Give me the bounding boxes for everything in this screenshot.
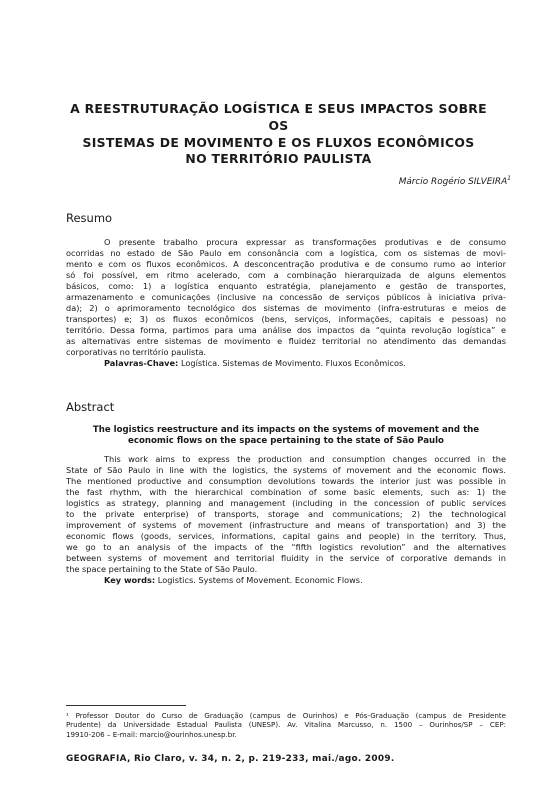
- resumo-line: O presente trabalho procura expressar as transformações produtivas e de consumo: [104, 237, 506, 247]
- resumo-heading: Resumo: [66, 211, 113, 225]
- keywords-label: Palavras-Chave:: [104, 358, 179, 368]
- footnote-divider: [66, 705, 186, 706]
- abstract-title: [66, 425, 506, 447]
- author-line: [399, 175, 511, 187]
- title-line: A REESTRUTURAÇÃO LOGÍSTICA E SEUS IMPACTOS SOBRE OS: [70, 101, 487, 133]
- abstract-line: This work aims to express the production and consumption changes occurred in the: [104, 454, 506, 464]
- footnote-line: Prudente) da Universidade Estadual Paulista (UNESP). Av. Vitalina Marcusso, n. 1500 – Ourinhos/SP – CEP:: [66, 720, 506, 730]
- keywords-label: Key words:: [104, 575, 156, 585]
- resumo-line: mento e com os fluxos econômicos. A desconcentração produtiva e de consumo rumo ao interior: [66, 258, 506, 269]
- author-name: Márcio Rogério SILVEIRA: [398, 176, 508, 187]
- resumo-line: ocorridas no estado de São Paulo em consonância com a logística, com os sistemas de movi-: [66, 247, 506, 258]
- footnote-line: 19910-206 – E-mail: marcio@ourinhos.unesp.br.: [66, 729, 237, 739]
- resumo-keywords: [104, 358, 406, 368]
- title-line: SISTEMAS DE MOVIMENTO E OS FLUXOS ECONÔMICOS: [82, 134, 475, 150]
- keywords-text: Logistics. Systems of Movement. Economic Flows.: [157, 575, 363, 585]
- footnote: [66, 711, 506, 739]
- abstract-line: to the private enterprise) of transports, storage and communications; 2) the technological: [66, 508, 506, 519]
- abstract-line: The mentioned productive and consumption devolutions towards the interior just was possible in: [66, 475, 506, 486]
- abstract-title-line: economic flows on the space pertaining to the state of São Paulo: [128, 436, 444, 447]
- abstract-line: we go to an analysis of the impacts of the “fifth logistics revolution” and the alternatives: [66, 541, 506, 552]
- resumo-line: transportes) e; 3) os fluxos econômicos (bens, serviços, informações, capitais e pessoas) no: [66, 313, 506, 324]
- abstract-title-line: The logistics reestructure and its impacts on the systems of movement and the: [92, 425, 480, 435]
- article-title: [60, 101, 497, 168]
- abstract-line: improvement of systems of movement (infrastructure and means of transportation) and 3) the: [66, 519, 506, 530]
- abstract-keywords: [104, 575, 363, 585]
- resumo-line: território. Dessa forma, partimos para uma análise dos impactos da “quinta revolução logística” e: [66, 324, 506, 335]
- resumo-line: corporativas no território paulista.: [66, 346, 207, 357]
- author-footnote-mark: 1: [507, 175, 511, 182]
- abstract-line: the space pertaining to the State of São Paulo.: [66, 563, 258, 574]
- abstract-line: economic flows (goods, services, informations, capital gains and people) in the territory. Thus,: [66, 530, 506, 541]
- title-line: NO TERRITÓRIO PAULISTA: [185, 151, 372, 167]
- footnote-line: ¹ Professor Doutor do Curso de Graduação (campus de Ourinhos) e Pós-Graduação (campus de Presidente: [66, 711, 506, 720]
- resumo-line: da); 2) o aprimoramento tecnológico dos sistemas de movimento (infra-estruturas e meios de: [66, 302, 506, 313]
- abstract-line: logistics as strategy, planning and management (including in the concession of public services: [66, 497, 506, 508]
- abstract-line: the fast rhythm, with the hierarchical combination of some basic elements, such as: 1) the: [66, 486, 506, 497]
- abstract-heading: Abstract: [66, 400, 115, 414]
- keywords-text: Logística. Sistemas de Movimento. Fluxos Econômicos.: [180, 358, 406, 368]
- abstract-paragraph: [66, 454, 506, 574]
- resumo-line: armazenamento e comunicações (inclusive na concessão de serviços públicos à iniciativa priva-: [66, 291, 506, 302]
- abstract-line: State of São Paulo in line with the logistics, the systems of movement and the economic flows.: [66, 464, 506, 475]
- resumo-line: as alternativas entre sistemas de movimento e fluidez territorial no atendimento das demandas: [66, 335, 506, 346]
- resumo-line: básicos, como: 1) a logística enquanto estratégia, planejamento e gestão de transportes,: [66, 280, 506, 291]
- resumo-line: só foi possível, em ritmo acelerado, com a combinação hierarquizada de alguns elementos: [66, 269, 506, 280]
- journal-citation: GEOGRAFIA, Rio Claro, v. 34, n. 2, p. 219-233, mai./ago. 2009.: [66, 754, 395, 764]
- abstract-line: between systems of movement and territorial fluidity in the service of corporative demands in: [66, 552, 506, 563]
- resumo-paragraph: [66, 237, 506, 357]
